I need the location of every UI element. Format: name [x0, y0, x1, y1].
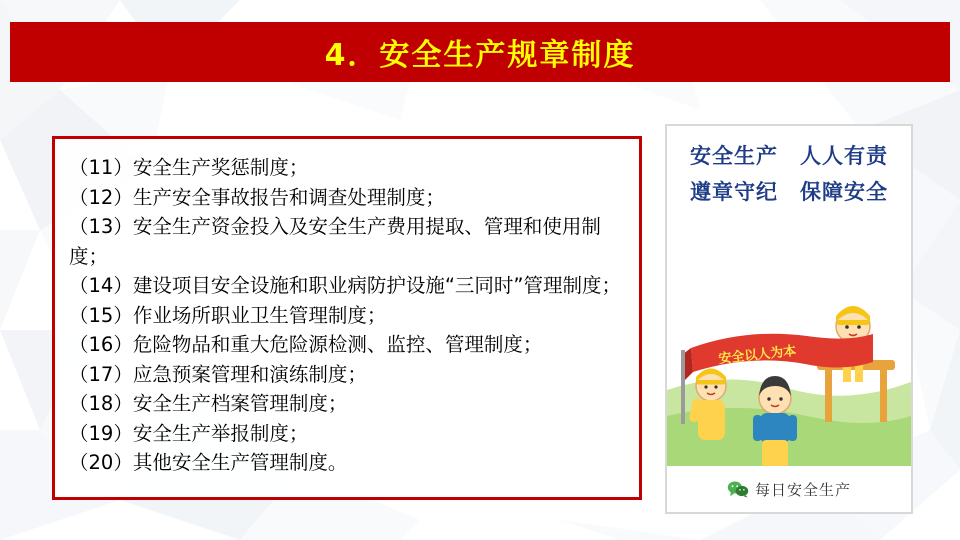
list-item: （14）建设项目安全设施和职业病防护设施“三同时”管理制度；: [69, 274, 622, 297]
list-item: （11）安全生产奖惩制度；: [69, 156, 309, 179]
list-item: （18）安全生产档案管理制度；: [69, 392, 348, 415]
banner-text: 安全以人为本: [717, 343, 798, 367]
poster-headline: [667, 126, 911, 230]
list-item: （16）危险物品和重大危险源检测、监控、管理制度；: [69, 333, 543, 356]
list-item: （17）应急预案管理和演练制度；: [69, 362, 367, 386]
list-item: （19）安全生产举报制度；: [69, 421, 309, 445]
list-item: （13）安全生产资金投入及安全生产费用提取、管理和使用制度；: [69, 215, 601, 268]
poster-footer-label: 每日安全生产: [754, 480, 851, 499]
list-item: （15）作业场所职业卫生管理制度；: [69, 303, 387, 327]
safety-poster: [665, 124, 913, 514]
rules-list: [69, 153, 629, 478]
content-box: [52, 136, 642, 500]
poster-illustration: [667, 230, 911, 470]
slide-title-banner: [10, 22, 950, 82]
list-item: （20）其他安全生产管理制度。: [69, 451, 348, 474]
poster-headline-line-1: 安全生产 人人有责: [690, 144, 888, 168]
poster-footer: [667, 466, 911, 512]
page-title: 4．安全生产规章制度: [324, 38, 636, 73]
poster-headline-line-2: 遵章守纪 保障安全: [690, 180, 888, 204]
list-item: （12）生产安全事故报告和调查处理制度；: [69, 185, 445, 209]
wechat-icon: [727, 480, 749, 498]
